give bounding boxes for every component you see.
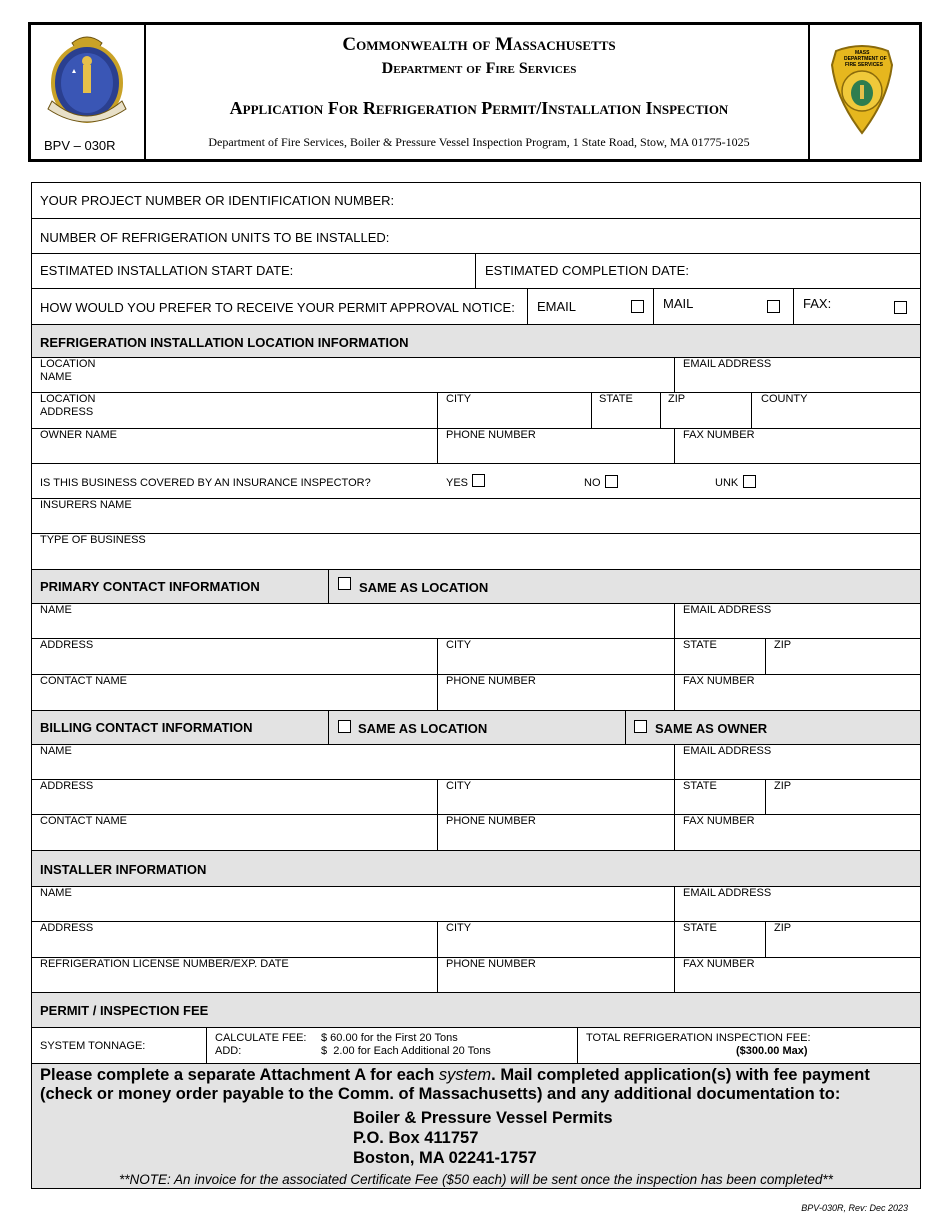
location-email-field[interactable] [674,358,920,392]
owner-name-label: OWNER NAME [40,429,117,441]
fax-option [793,289,920,324]
installer-name-label: NAME [40,887,72,899]
system-tonnage-label: SYSTEM TONNAGE: [40,1040,146,1052]
installer-license-field[interactable] [32,958,437,992]
billing-heading-text: BILLING CONTACT INFORMATION [40,720,253,735]
installer-city-label: CITY [446,922,472,934]
instructions-line-1 [40,1066,870,1085]
installer-city-field[interactable] [437,922,674,957]
email-option-label: EMAIL [537,299,577,314]
row-project-number[interactable] [32,183,920,219]
calc-fee-label: CALCULATE FEE: [215,1032,307,1044]
location-name-field[interactable] [32,358,674,392]
primary-zip-label: ZIP [774,639,792,651]
location-zip-label: ZIP [668,393,686,405]
primary-phone-label: PHONE NUMBER [446,675,536,687]
primary-same-as-location-checkbox[interactable] [338,577,351,590]
insurance-unk-checkbox[interactable] [743,475,756,488]
fee-section-heading [32,993,920,1028]
installer-fax-label: FAX NUMBER [683,958,755,970]
billing-zip-label: ZIP [774,780,792,792]
location-section-heading [32,325,920,358]
installer-address-field[interactable] [32,922,437,957]
row-installer-license [32,958,920,993]
billing-section-heading [32,711,920,745]
row-type-of-business[interactable] [32,534,920,570]
insurance-unk-label: UNK [715,477,739,489]
badge-box [808,25,919,159]
primary-city-field[interactable] [437,639,674,674]
owner-phone-label: PHONE NUMBER [446,429,536,441]
mailing-address-line-3: Boston, MA 02241-1757 [353,1149,537,1167]
billing-email-label: EMAIL ADDRESS [683,745,772,757]
fee-calculation [206,1028,577,1063]
owner-fax-field[interactable] [674,429,920,463]
instructions-line-1c: . Mail completed application(s) with fee payment [491,1066,870,1084]
row-primary-name [32,604,920,639]
insurers-name-label: INSURERS NAME [40,499,132,511]
start-date-label: ESTIMATED INSTALLATION START DATE: [40,263,294,278]
primary-address-label: ADDRESS [40,639,94,651]
mailing-address-line-2: P.O. Box 411757 [353,1129,479,1147]
owner-fax-label: FAX NUMBER [683,429,755,441]
primary-contact-name-label: CONTACT NAME [40,675,127,687]
fax-option-label: FAX: [803,296,832,311]
location-address-label-1: LOCATION [40,393,96,405]
billing-address-label: ADDRESS [40,780,94,792]
primary-email-field[interactable] [674,604,920,638]
row-installer-name [32,887,920,922]
type-of-business-label: TYPE OF BUSINESS [40,534,146,546]
installer-license-label: REFRIGERATION LICENSE NUMBER/EXP. DATE [40,958,289,970]
billing-same-as-owner [625,711,920,744]
department-title: Department of Fire Services [381,60,577,77]
billing-fax-label: FAX NUMBER [683,815,755,827]
installer-email-field[interactable] [674,887,920,921]
completion-date-label: ESTIMATED COMPLETION DATE: [485,263,689,278]
form-header [28,22,922,162]
primary-fax-label: FAX NUMBER [683,675,755,687]
units-label: NUMBER OF REFRIGERATION UNITS TO BE INSTALLED: [40,230,390,245]
billing-name-label: NAME [40,745,72,757]
billing-same-as-owner-checkbox[interactable] [634,720,647,733]
billing-address-field[interactable] [32,780,437,814]
badge-text-mid: DEPARTMENT OF [844,56,887,62]
mail-option-label: MAIL [663,296,694,311]
row-billing-name [32,745,920,780]
billing-phone-label: PHONE NUMBER [446,815,536,827]
location-name-label-1: LOCATION [40,358,96,370]
installer-heading-text: INSTALLER INFORMATION [40,862,207,877]
insurance-yes-label: YES [446,477,469,489]
project-number-label: YOUR PROJECT NUMBER OR IDENTIFICATION NUMBER: [40,193,395,208]
massachusetts-seal-icon [44,31,130,125]
row-insurers-name[interactable] [32,499,920,534]
row-primary-address [32,639,920,675]
owner-name-field[interactable] [32,429,437,463]
installer-zip-label: ZIP [774,922,792,934]
owner-phone-field[interactable] [437,429,674,463]
billing-same-as-location-label: SAME AS LOCATION [358,721,488,736]
billing-contact-name-label: CONTACT NAME [40,815,127,827]
mail-option [653,289,793,324]
location-state-label: STATE [599,393,633,405]
primary-zip-field[interactable] [765,639,920,674]
primary-section-heading [32,570,920,604]
installer-fax-field[interactable] [674,958,920,992]
billing-phone-field[interactable] [437,815,674,850]
installer-state-label: STATE [683,922,717,934]
primary-name-label: NAME [40,604,72,616]
start-date-field[interactable] [32,254,475,288]
installer-address-label: ADDRESS [40,922,94,934]
row-location-address [32,393,920,429]
billing-same-as-location-checkbox[interactable] [338,720,351,733]
primary-state-label: STATE [683,639,717,651]
billing-name-field[interactable] [32,745,674,779]
row-fee [32,1028,920,1064]
installer-phone-field[interactable] [437,958,674,992]
fee-heading-text: PERMIT / INSPECTION FEE [40,1003,209,1018]
row-billing-address [32,780,920,815]
insurance-no-label: NO [584,477,601,489]
revision-footer: BPV-030R, Rev: Dec 2023 [801,1203,908,1213]
fax-checkbox[interactable] [894,301,907,314]
certificate-fee-note: **NOTE: An invoice for the associated Certificate Fee ($50 each) will be sent once the inspection has been completed** [119,1172,833,1187]
row-primary-contact [32,675,920,711]
row-installer-address [32,922,920,958]
instructions-line-1a: Please complete a separate Attachment A for each [40,1066,439,1084]
system-tonnage-field[interactable] [32,1028,206,1063]
row-dates [32,254,920,289]
row-notice-preference [32,289,920,325]
email-option [527,289,653,324]
add-fee-value: $ 2.00 for Each Additional 20 Tons [321,1045,491,1057]
form-title: Application For Refrigeration Permit/Installation Inspection [229,98,729,118]
commonwealth-title: Commonwealth of Massachusetts [342,34,616,55]
total-fee-max: ($300.00 Max) [736,1045,808,1057]
location-address-label-2: ADDRESS [40,406,94,418]
row-location-name [32,358,920,393]
installer-state-field[interactable] [674,922,765,957]
billing-zip-field[interactable] [765,780,920,814]
location-zip-field[interactable] [660,393,751,428]
form-code: BPV – 030R [44,138,116,153]
insurance-question-label: IS THIS BUSINESS COVERED BY AN INSURANCE INSPECTOR? [40,477,371,489]
location-county-label: COUNTY [761,393,808,405]
primary-phone-field[interactable] [437,675,674,710]
billing-city-label: CITY [446,780,472,792]
primary-email-label: EMAIL ADDRESS [683,604,772,616]
billing-contact-name-field[interactable] [32,815,437,850]
installer-zip-field[interactable] [765,922,920,957]
location-county-field[interactable] [751,393,920,428]
insurance-no-checkbox[interactable] [605,475,618,488]
total-fee-label: TOTAL REFRIGERATION INSPECTION FEE: [586,1032,811,1044]
billing-city-field[interactable] [437,780,674,814]
installer-phone-label: PHONE NUMBER [446,958,536,970]
primary-address-field[interactable] [32,639,437,674]
primary-name-field[interactable] [32,604,674,638]
department-address: Department of Fire Services, Boiler & Pressure Vessel Inspection Program, 1 State Road, Stow, MA 01775-1025 [208,135,750,149]
location-heading-text: REFRIGERATION INSTALLATION LOCATION INFORMATION [40,335,409,350]
completion-date-field[interactable] [475,254,920,288]
calc-fee-value: $ 60.00 for the First 20 Tons [321,1032,458,1044]
notice-preference-label: HOW WOULD YOU PREFER TO RECEIVE YOUR PERMIT APPROVAL NOTICE: [40,300,515,315]
mail-checkbox[interactable] [767,300,780,313]
billing-state-field[interactable] [674,780,765,814]
instructions-line-2: (check or money order payable to the Comm. of Massachusetts) and any additional documentation to: [40,1085,841,1103]
row-insurance-question [32,464,920,499]
billing-same-as-owner-label: SAME AS OWNER [655,721,768,736]
seal-box [31,25,146,159]
location-state-field[interactable] [591,393,660,428]
billing-same-as-location [328,711,625,744]
location-email-label: EMAIL ADDRESS [683,358,772,370]
installer-section-heading [32,851,920,887]
billing-state-label: STATE [683,780,717,792]
billing-fax-field[interactable] [674,815,920,850]
badge-text-top: MASS [855,50,870,56]
location-city-label: CITY [446,393,472,405]
primary-city-label: CITY [446,639,472,651]
email-checkbox[interactable] [631,300,644,313]
installer-name-field[interactable] [32,887,674,921]
primary-same-as-location [328,570,920,603]
primary-fax-field[interactable] [674,675,920,710]
instructions-line-1b: system [438,1066,492,1084]
primary-same-as-location-label: SAME AS LOCATION [359,580,489,595]
location-address-field[interactable] [32,393,437,428]
application-form [31,182,921,1189]
primary-heading-text: PRIMARY CONTACT INFORMATION [40,579,260,594]
insurance-yes-checkbox[interactable] [472,474,485,487]
primary-state-field[interactable] [674,639,765,674]
row-units[interactable] [32,219,920,254]
primary-contact-name-field[interactable] [32,675,437,710]
total-fee-field[interactable] [577,1028,920,1063]
add-fee-label: ADD: [215,1045,242,1057]
billing-email-field[interactable] [674,745,920,779]
mailing-address-line-1: Boiler & Pressure Vessel Permits [353,1109,613,1127]
installer-email-label: EMAIL ADDRESS [683,887,772,899]
location-name-label-2: NAME [40,371,72,383]
row-billing-contact [32,815,920,851]
location-city-field[interactable] [437,393,591,428]
mailing-instructions [32,1064,920,1188]
row-owner [32,429,920,464]
badge-text-bot: FIRE SERVICES [845,62,883,68]
